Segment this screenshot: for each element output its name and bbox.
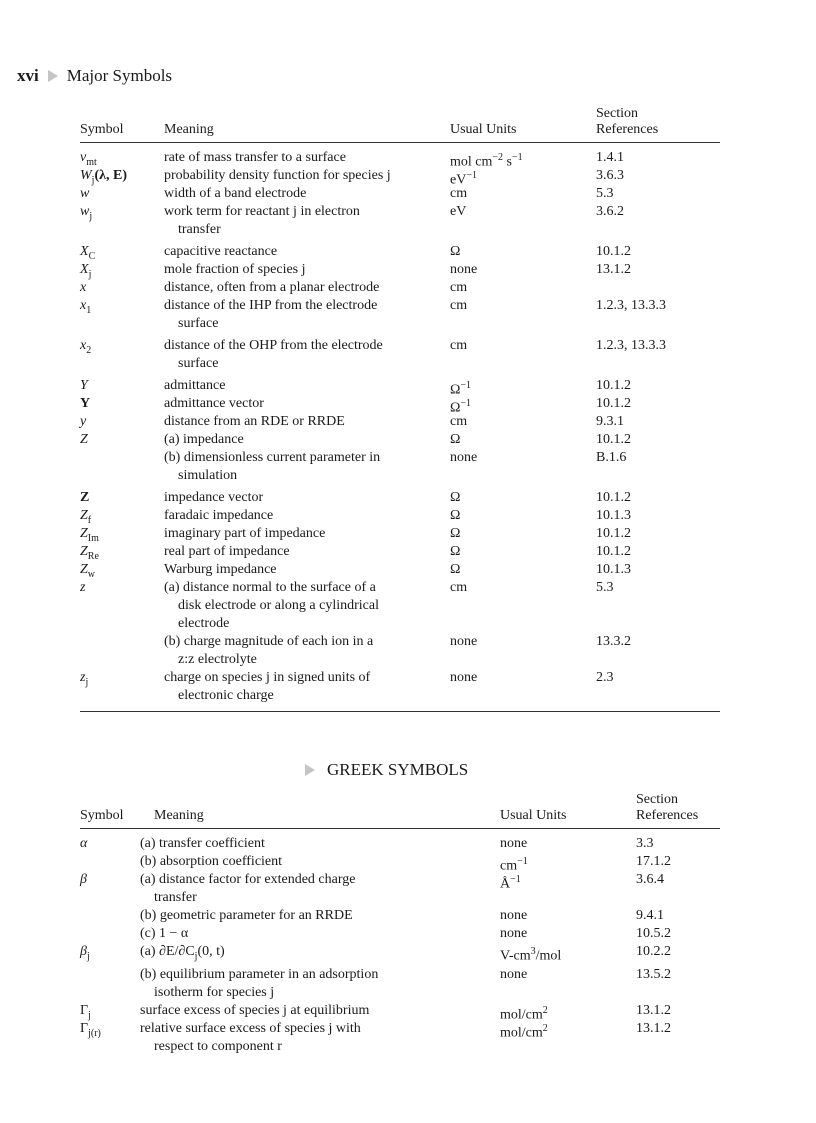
symbol-cell: [80, 835, 87, 853]
meaning-line: respect to component r: [154, 1038, 282, 1054]
meaning-line: capacitive reactance: [164, 244, 278, 259]
table-row: [80, 185, 720, 203]
symbol-subscript: w: [87, 568, 96, 580]
reference-cell: 10.1.2: [596, 396, 631, 411]
table-row: [80, 633, 720, 669]
units-cell: Ω: [450, 490, 461, 505]
units-cell: Ω: [450, 544, 461, 559]
symbol: W: [80, 168, 92, 183]
reference-cell: 13.1.2: [636, 1020, 671, 1036]
table-end-rule: [80, 711, 720, 712]
table-row: [80, 966, 720, 1002]
meaning-cell: [164, 507, 444, 525]
meaning-cell: [164, 489, 444, 507]
symbol: Γ: [80, 1020, 89, 1036]
units-cell: none: [500, 836, 528, 851]
symbol-cell: [80, 489, 89, 507]
meaning-line: (a) distance factor for extended charge: [140, 872, 356, 887]
meaning-cell: [164, 395, 444, 413]
units-cell: cm: [450, 414, 468, 429]
table-header: [80, 790, 720, 829]
meaning-cell: [164, 377, 444, 395]
meaning-line: surface: [178, 356, 219, 371]
reference-cell: 17.1.2: [636, 854, 671, 869]
header-meaning: Meaning: [164, 122, 214, 137]
units-cell: none: [500, 966, 528, 982]
meaning-cell: [164, 449, 444, 485]
symbol: Z: [80, 490, 90, 505]
table-row: [80, 489, 720, 507]
meaning-cell: [140, 835, 480, 853]
meaning-line: z:z electrolyte: [178, 652, 257, 667]
units-cell: none: [500, 908, 528, 923]
symbol: Γ: [80, 1002, 89, 1018]
meaning-cell: [164, 203, 444, 239]
meaning-line: admittance: [164, 378, 226, 393]
meaning-line: surface: [178, 316, 219, 331]
symbol-subscript: j: [89, 210, 93, 222]
reference-cell: 3.6.4: [636, 872, 664, 887]
units-cell: cm: [450, 186, 468, 201]
meaning-cell: [140, 966, 480, 1002]
symbol-cell: [80, 943, 90, 966]
table-row: [80, 579, 720, 633]
units-cell: mol/$cm^2$: [500, 1004, 548, 1023]
meaning-cell: [164, 167, 444, 185]
meaning-line: (b) dimensionless current parameter in: [164, 450, 381, 465]
reference-cell: B.1.6: [596, 450, 627, 465]
reference-cell: 10.1.2: [596, 544, 631, 559]
meaning-line: (b) charge magnitude of each ion in a: [164, 634, 374, 649]
reference-cell: 3.6.2: [596, 204, 624, 219]
meaning-line: relative surface excess of species j with: [140, 1020, 361, 1036]
page-number: xvi: [17, 66, 39, 85]
units-cell: $\Omega^{-1}$: [450, 380, 472, 398]
meaning-line: electronic charge: [178, 688, 274, 703]
header-symbol: Symbol: [80, 122, 124, 137]
symbol: Z: [80, 544, 88, 559]
meaning-line: (b) geometric parameter for an RRDE: [140, 908, 353, 923]
table-row: [80, 449, 720, 485]
reference-cell: 2.3: [596, 670, 614, 685]
section-title: GREEK SYMBOLS: [305, 760, 468, 780]
meaning-line: mole fraction of species j: [164, 262, 306, 277]
symbol-subscript: j: [91, 174, 95, 186]
units-cell: mol/$cm^2$: [500, 1022, 548, 1041]
header-units: Usual Units: [500, 808, 567, 823]
meaning-cell: [140, 907, 480, 925]
units-cell: Ω: [450, 526, 461, 541]
table-row: [80, 167, 720, 188]
reference-cell: 1.4.1: [596, 150, 624, 165]
table-row: [80, 1002, 720, 1023]
symbol-cell: [80, 297, 91, 320]
meaning-line: (a) $\partial E/\partial C_j(0$, t): [140, 944, 225, 962]
header-units: Usual Units: [450, 122, 517, 137]
meaning-cell: [164, 261, 444, 279]
units-cell: none: [450, 670, 478, 685]
table-row: [80, 835, 720, 853]
meaning-line: distance, often from a planar electrode: [164, 280, 380, 295]
table-row: [80, 149, 720, 170]
symbol-subscript: f: [87, 514, 92, 526]
meaning-line: isotherm for species j: [154, 984, 275, 1000]
units-cell: Ω: [450, 244, 461, 259]
reference-cell: 3.6.3: [596, 168, 624, 183]
units-cell: Ω: [450, 562, 461, 577]
reference-cell: 13.3.2: [596, 634, 631, 649]
reference-cell: 10.5.2: [636, 926, 671, 941]
units-cell: $eV^{-1}$: [450, 170, 477, 188]
symbol: z: [80, 580, 86, 595]
meaning-cell: [164, 543, 444, 561]
symbol: Y: [80, 396, 91, 411]
table-row: [80, 431, 720, 449]
symbol: X: [80, 244, 89, 259]
symbol-cell: [80, 203, 92, 226]
reference-cell: 5.3: [596, 186, 614, 201]
meaning-line: disk electrode or along a cylindrical: [178, 598, 379, 613]
table-row: [80, 395, 720, 416]
table-row: [80, 853, 720, 874]
reference-cell: 10.1.2: [596, 432, 631, 447]
symbol: α: [80, 836, 88, 851]
meaning-cell: [140, 925, 480, 943]
table-row: [80, 525, 720, 543]
meaning-line: (b) equilibrium parameter in an adsorption: [140, 966, 379, 982]
symbol-cell: [80, 377, 88, 395]
meaning-line: distance from an RDE or RRDE: [164, 414, 345, 429]
symbol: β: [80, 872, 87, 887]
table-row: [80, 297, 720, 333]
symbol: v: [80, 150, 87, 165]
units-cell: eV: [450, 204, 467, 219]
meaning-line: transfer: [154, 890, 197, 905]
units-cell: mol $cm^{-2}$ $s^{-1}$: [450, 152, 523, 170]
meaning-line: imaginary part of impedance: [164, 526, 326, 541]
header-section: Section References: [596, 106, 659, 137]
reference-cell: 10.1.3: [596, 562, 631, 577]
reference-cell: 1.2.3, 13.3.3: [596, 298, 666, 313]
meaning-cell: [140, 1020, 480, 1056]
major-symbols-table: [80, 104, 720, 712]
symbol-cell: [80, 185, 89, 203]
symbol-cell: [80, 431, 88, 449]
symbol-cell: [80, 413, 86, 431]
symbol-cell: [80, 395, 90, 413]
meaning-cell: [164, 413, 444, 431]
table-row: [80, 243, 720, 261]
reference-cell: 10.1.2: [596, 526, 631, 541]
symbol: Y: [80, 378, 88, 393]
table-row: [80, 377, 720, 398]
meaning-line: (a) impedance: [164, 432, 244, 447]
meaning-line: (a) transfer coefficient: [140, 836, 265, 851]
table-row: [80, 871, 720, 907]
meaning-line: (a) distance normal to the surface of a: [164, 580, 376, 595]
table-row: [80, 413, 720, 431]
table-row: [80, 561, 720, 579]
symbol-cell: [80, 871, 87, 889]
meaning-cell: [164, 579, 444, 633]
table-row: [80, 543, 720, 561]
meaning-cell: [140, 943, 480, 966]
symbol-subscript: mt: [86, 156, 97, 168]
table-row: [80, 261, 720, 279]
meaning-line: width of a band electrode: [164, 186, 307, 201]
meaning-cell: [164, 431, 444, 449]
symbol-cell: [80, 669, 88, 692]
reference-cell: 13.1.2: [596, 262, 631, 277]
reference-cell: 9.3.1: [596, 414, 624, 429]
reference-cell: 10.1.2: [596, 244, 631, 259]
symbol-subscript: 1: [86, 304, 92, 316]
symbol: Z: [80, 526, 88, 541]
reference-cell: 13.5.2: [636, 966, 671, 982]
symbol: X: [80, 262, 89, 277]
symbol: w: [80, 186, 90, 201]
units-cell: none: [450, 634, 478, 649]
symbol-subscript: j: [88, 1009, 91, 1021]
header-symbol: Symbol: [80, 808, 124, 823]
table-row: [80, 925, 720, 943]
meaning-cell: [164, 149, 444, 167]
header-section: Section References: [636, 792, 699, 823]
symbol-args: (λ, E): [94, 168, 127, 183]
meaning-cell: [164, 561, 444, 579]
meaning-cell: [164, 297, 444, 333]
symbol: y: [80, 414, 87, 429]
table-row: [80, 203, 720, 239]
reference-cell: 10.1.3: [596, 508, 631, 523]
units-cell: cm: [450, 338, 468, 353]
meaning-cell: [164, 337, 444, 373]
reference-cell: 5.3: [596, 580, 614, 595]
meaning-cell: [140, 871, 480, 907]
units-cell: cm: [450, 298, 468, 313]
meaning-line: surface excess of species j at equilibrium: [140, 1002, 370, 1018]
meaning-line: admittance vector: [164, 396, 264, 411]
symbol-cell: [80, 1020, 101, 1043]
symbol-cell: [80, 579, 85, 597]
table-header: [80, 104, 720, 143]
symbol-subscript: j: [88, 268, 92, 280]
symbol: Z: [80, 562, 88, 577]
symbol-subscript: Im: [87, 532, 99, 544]
reference-cell: 9.4.1: [636, 908, 664, 923]
table-row: [80, 337, 720, 373]
symbol: z: [80, 670, 86, 685]
meaning-line: distance of the OHP from the electrode: [164, 338, 383, 353]
meaning-cell: [164, 279, 444, 297]
reference-cell: 10.1.2: [596, 378, 631, 393]
meaning-line: impedance vector: [164, 490, 264, 505]
table-row: [80, 943, 720, 966]
units-cell: cm: [450, 580, 468, 595]
meaning-line: work term for reactant j in electron: [164, 204, 360, 219]
symbol-subscript: C: [88, 250, 96, 262]
symbol: x: [80, 298, 87, 313]
meaning-line: simulation: [178, 468, 238, 483]
reference-cell: 10.2.2: [636, 944, 671, 959]
table-row: [80, 669, 720, 705]
symbol: x: [80, 338, 87, 353]
units-cell: $Å^{-1}$: [500, 874, 521, 892]
major-rows: [80, 143, 720, 705]
units-cell: Ω: [450, 508, 461, 523]
arrow-icon: [305, 764, 315, 776]
units-cell: $V-cm^3$/mol: [500, 946, 562, 964]
meaning-cell: [164, 243, 444, 261]
symbol-subscript: j: [86, 950, 90, 962]
table-row: [80, 507, 720, 525]
meaning-line: transfer: [178, 222, 221, 237]
symbol-cell: [80, 279, 86, 297]
meaning-cell: [164, 525, 444, 543]
reference-cell: 13.1.2: [636, 1002, 671, 1018]
symbol: Z: [80, 432, 88, 447]
table-row: [80, 907, 720, 925]
meaning-line: probability density function for species j: [164, 168, 391, 183]
symbol-subscript: 2: [86, 344, 92, 356]
meaning-line: rate of mass transfer to a surface: [164, 150, 346, 165]
meaning-cell: [140, 1002, 480, 1020]
units-cell: $\Omega^{-1}$: [450, 398, 472, 416]
symbol-subscript: j(r): [88, 1027, 101, 1039]
running-header: [17, 66, 172, 86]
symbol-cell: [80, 337, 91, 360]
arrow-icon: [48, 70, 58, 82]
meaning-line: electrode: [178, 616, 230, 631]
table-row: [80, 279, 720, 297]
page-title: Major Symbols: [66, 66, 173, 85]
table-row: [80, 1020, 720, 1056]
reference-cell: 1.2.3, 13.3.3: [596, 338, 666, 353]
units-cell: none: [500, 926, 528, 941]
meaning-cell: [140, 853, 480, 871]
meaning-cell: [164, 185, 444, 203]
units-cell: cm: [450, 280, 468, 295]
symbol: x: [80, 280, 87, 295]
meaning-line: distance of the IHP from the electrode: [164, 298, 378, 313]
greek-symbols-table: [80, 790, 720, 1056]
meaning-line: (b) absorption coefficient: [140, 854, 283, 869]
header-meaning: Meaning: [154, 808, 204, 823]
meaning-line: real part of impedance: [164, 544, 290, 559]
symbol-subscript: Re: [87, 550, 99, 562]
symbol-subscript: j: [85, 676, 89, 688]
meaning-line: charge on species j in signed units of: [164, 670, 371, 685]
reference-cell: 3.3: [636, 836, 654, 851]
units-cell: Ω: [450, 432, 461, 447]
meaning-line: (c) 1 − α: [140, 926, 189, 941]
units-cell: none: [450, 450, 478, 465]
symbol: β: [80, 944, 87, 959]
meaning-cell: [164, 633, 444, 669]
symbol: w: [80, 204, 90, 219]
meaning-line: Warburg impedance: [164, 562, 277, 577]
units-cell: none: [450, 262, 478, 277]
meaning-cell: [164, 669, 444, 705]
meaning-line: faradaic impedance: [164, 508, 274, 523]
reference-cell: 10.1.2: [596, 490, 631, 505]
symbol: Z: [80, 508, 88, 523]
greek-rows: [80, 829, 720, 1056]
units-cell: $cm^{-1}$: [500, 856, 528, 874]
